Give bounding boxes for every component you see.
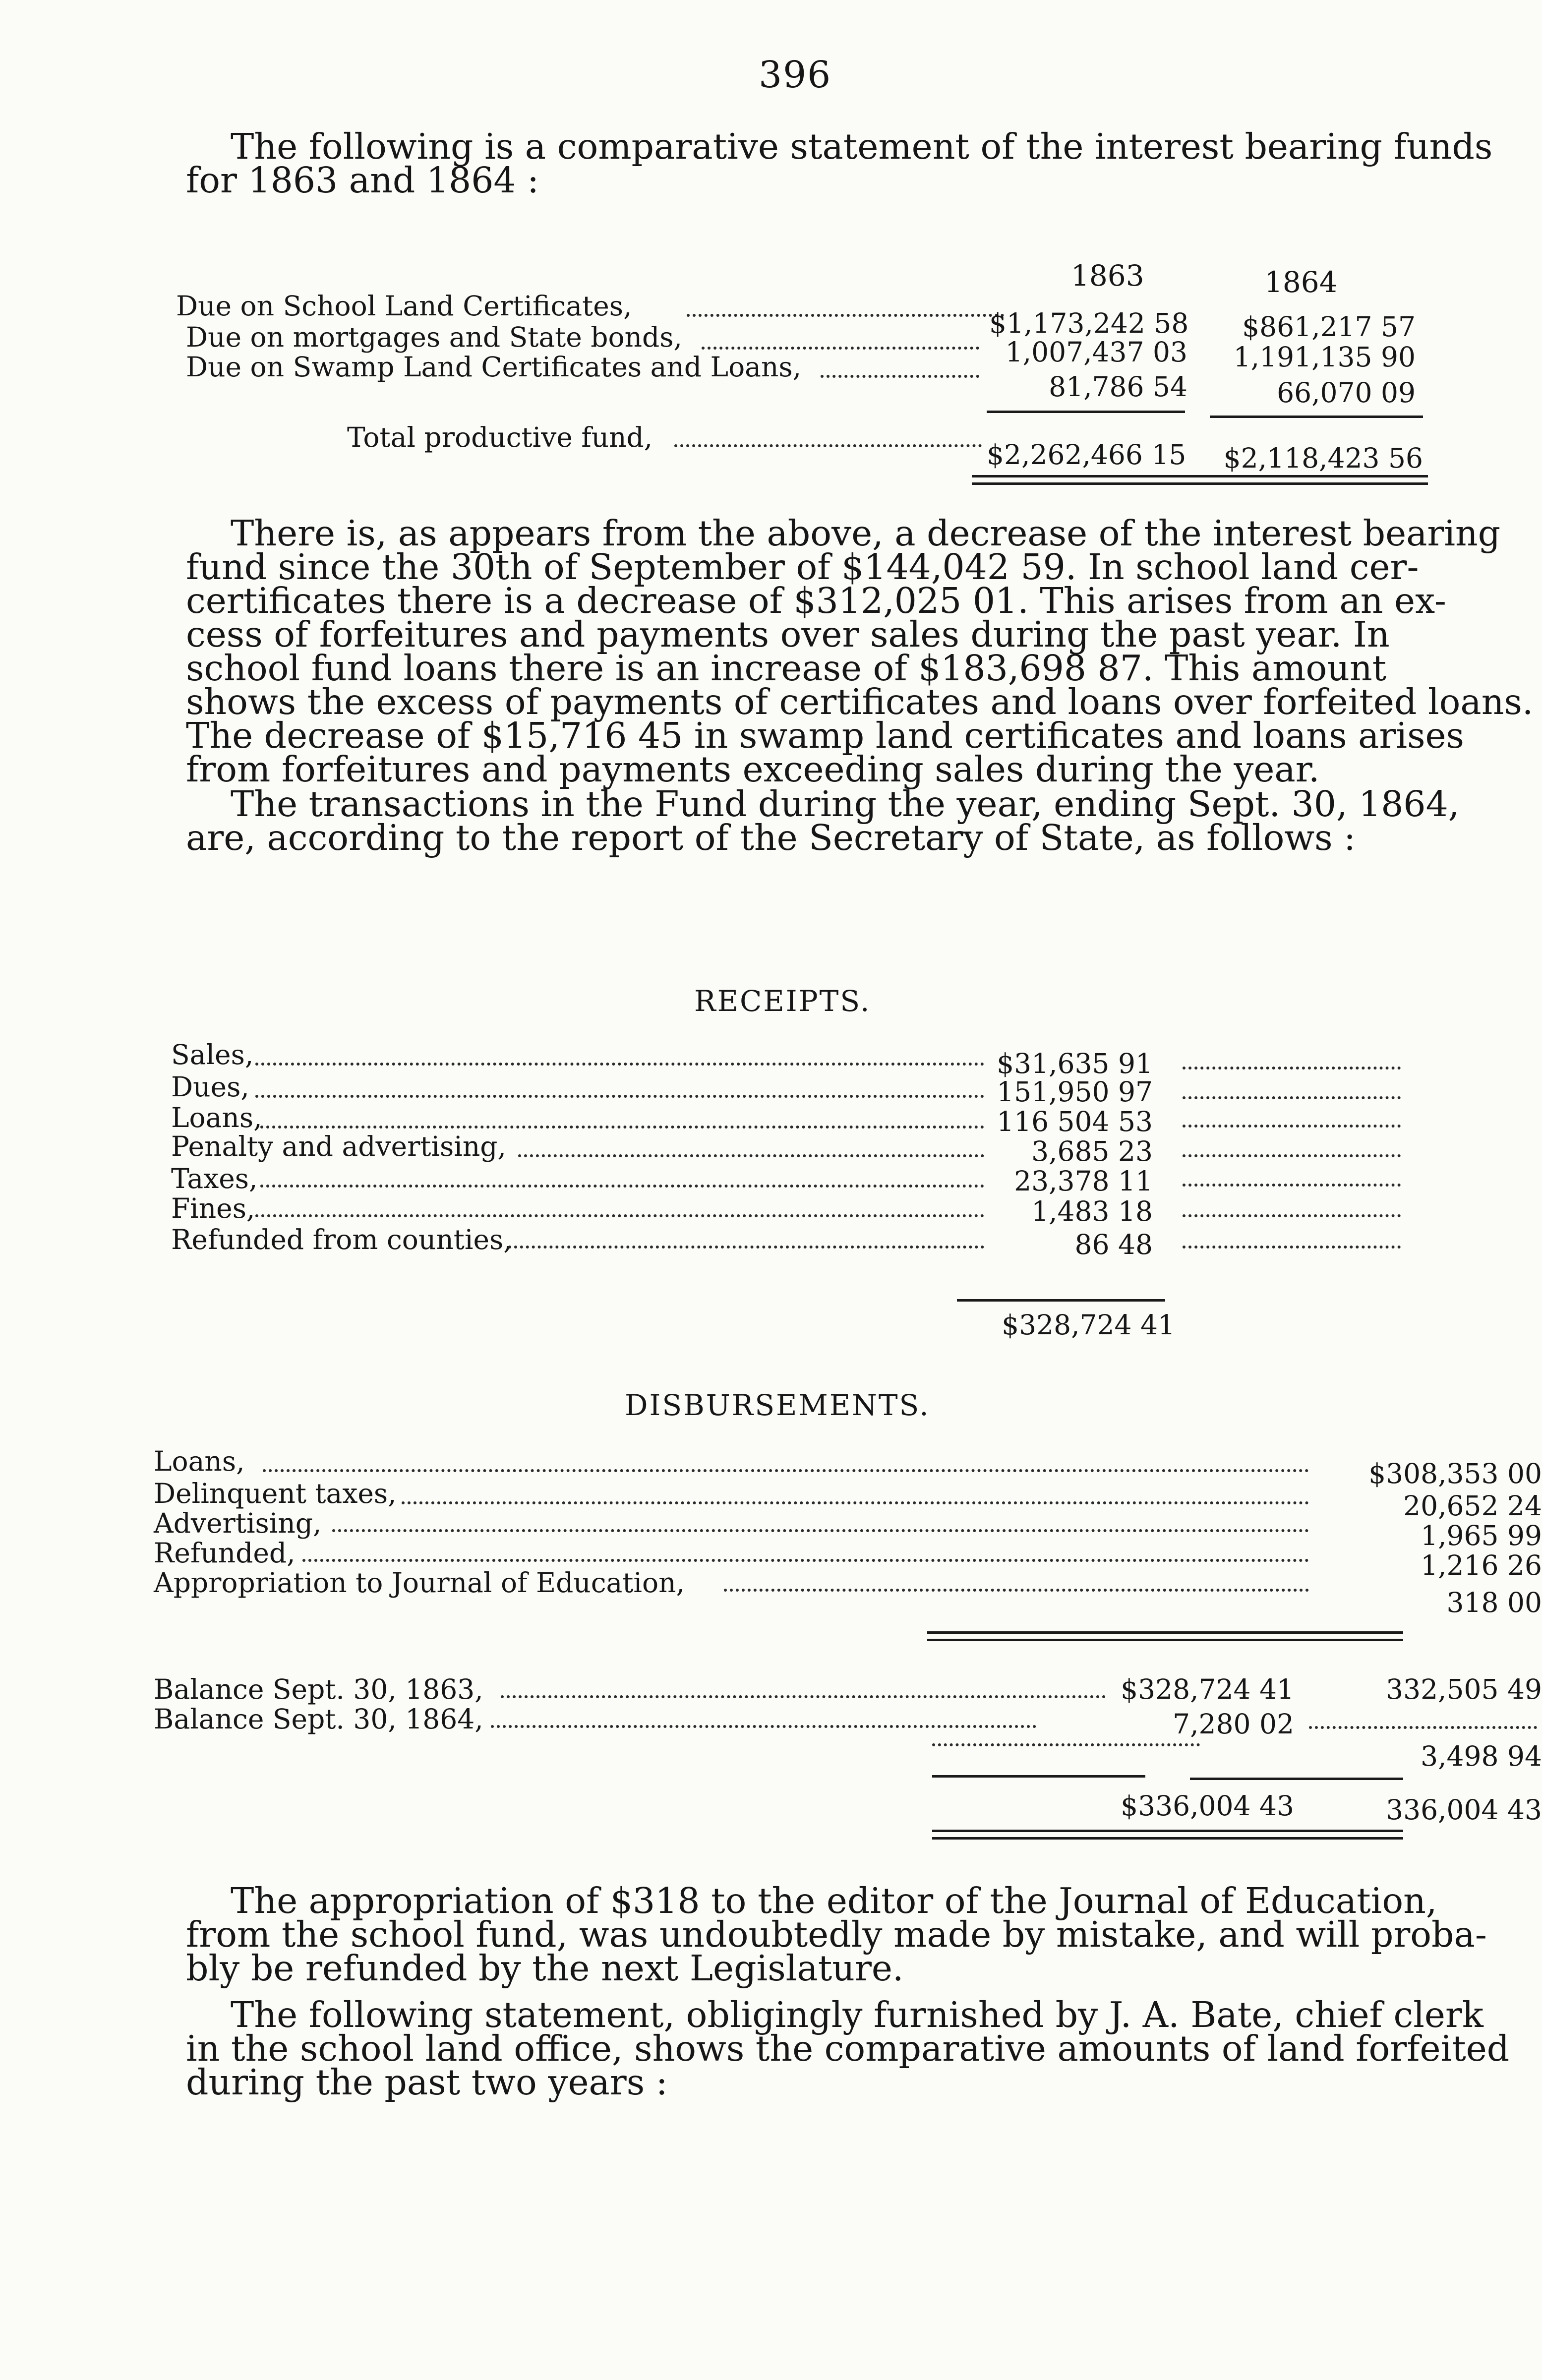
text-line: The following statement, obligingly furnished by J. A. Bate, chief clerk (231, 1994, 1483, 2035)
row-label: Advertising, (154, 1507, 322, 1539)
leader-dots (255, 1092, 984, 1098)
leader-dots (332, 1526, 1309, 1532)
row-label: Due on Swamp Land Certificates and Loans, (186, 351, 802, 383)
row-label: Sales, (171, 1039, 254, 1071)
forfeited-land-paragraph (186, 1994, 1510, 2103)
leader-dots (1183, 1181, 1401, 1187)
leader-dots (260, 1182, 984, 1188)
leader-dots (1183, 1122, 1401, 1128)
leader-dots (1183, 1093, 1401, 1099)
text-line: The following is a comparative statement of the interest bearing funds (231, 126, 1493, 167)
row-label: Loans, (154, 1445, 245, 1477)
amount-1863: 81,786 54 (1049, 371, 1187, 403)
text-line: during the past two years : (186, 2062, 668, 2103)
row-label: Appropriation to Journal of Education, (154, 1567, 685, 1599)
intro-paragraph (186, 126, 1493, 201)
text-line: school fund loans there is an increase of $183,698 87. This amount (186, 648, 1387, 689)
text-line: are, according to the report of the Secretary of State, as follows : (186, 817, 1356, 858)
leader-dots (687, 311, 1004, 317)
row-label: Fines, (171, 1192, 255, 1224)
transactions-paragraph (186, 783, 1460, 858)
text-line: The appropriation of $318 to the editor of the Journal of Education, (231, 1880, 1437, 1921)
text-line: bly be refunded by the next Legislature. (186, 1948, 904, 1989)
leader-dots (302, 1556, 1309, 1562)
total-double-rule (932, 1830, 1403, 1840)
leader-dots (674, 441, 982, 447)
text-line: certificates there is a decrease of $312,025 01. This arises from an ex- (186, 580, 1446, 621)
text-line: There is, as appears from the above, a decrease of the interest bearing (231, 513, 1501, 554)
total-1864: $2,118,423 56 (1223, 442, 1423, 474)
total-label: Total productive fund, (347, 421, 653, 453)
row-label: Dues, (171, 1071, 249, 1103)
amount: $31,635 91 (997, 1048, 1153, 1079)
leader-dots (263, 1466, 1309, 1472)
column-header-1864: 1864 (1264, 265, 1338, 299)
total-double-rule (972, 475, 1428, 485)
grand-total-left: $336,004 43 (1121, 1790, 1294, 1822)
grand-total-right: 336,004 43 (1386, 1794, 1542, 1826)
amount-left: 7,280 02 (1173, 1708, 1294, 1740)
row-label: Refunded, (154, 1537, 296, 1569)
leader-dots (255, 1060, 984, 1066)
text-line: from forfeitures and payments exceeding sales during the year. (186, 749, 1320, 790)
subtotal-rule (932, 1775, 1145, 1778)
appropriation-paragraph (186, 1880, 1487, 1989)
leader-dots (724, 1586, 1309, 1592)
leader-dots (508, 1243, 984, 1249)
amount: 86 48 (1074, 1229, 1153, 1260)
amount-1863: $1,173,242 58 (989, 307, 1189, 339)
amount: 1,216 26 (1421, 1549, 1542, 1581)
amount: 20,652 24 (1403, 1490, 1542, 1522)
amount-right: 332,505 49 (1386, 1673, 1542, 1705)
amount-left: $328,724 41 (1121, 1673, 1294, 1705)
leader-dots (1183, 1243, 1401, 1249)
leader-dots (1183, 1064, 1401, 1070)
leader-dots (260, 1123, 984, 1129)
row-label: Balance Sept. 30, 1864, (154, 1703, 483, 1735)
text-line: in the school land office, shows the comparative amounts of land forfeited (186, 2028, 1510, 2069)
text-line: The decrease of $15,716 45 in swamp land certificates and loans arises (186, 715, 1464, 756)
subtotal-double-rule (927, 1631, 1403, 1641)
amount-1864: 66,070 09 (1277, 377, 1416, 409)
subtotal-rule (987, 411, 1185, 413)
leader-dots (518, 1151, 984, 1157)
amount-right: 3,498 94 (1421, 1740, 1542, 1772)
amount: $308,353 00 (1368, 1458, 1542, 1489)
row-label: Due on School Land Certificates, (176, 290, 632, 322)
page-number: 396 (759, 54, 832, 96)
disbursements-heading: DISBURSEMENTS. (625, 1388, 930, 1422)
amount-1864: $861,217 57 (1242, 311, 1416, 343)
row-label: Balance Sept. 30, 1863, (154, 1673, 483, 1705)
text-line: for 1863 and 1864 : (186, 160, 539, 201)
subtotal-rule (957, 1299, 1165, 1302)
decrease-paragraph (186, 513, 1534, 790)
leader-dots (932, 1740, 1200, 1746)
row-label: Refunded from counties, (171, 1224, 512, 1255)
row-label: Delinquent taxes, (154, 1478, 397, 1509)
text-line: from the school fund, was undoubtedly made by mistake, and will proba- (186, 1914, 1487, 1955)
text-line: fund since the 30th of September of $144,042 59. In school land cer- (186, 546, 1419, 588)
leader-dots (1309, 1723, 1537, 1729)
amount: 116 504 53 (997, 1106, 1153, 1137)
leader-dots (702, 344, 979, 350)
amount-1863: 1,007,437 03 (1005, 336, 1187, 368)
row-label: Loans, (171, 1102, 262, 1133)
text-line: cess of forfeitures and payments over sales during the past year. In (186, 614, 1390, 655)
amount-1864: 1,191,135 90 (1233, 341, 1416, 373)
subtotal-rule (1190, 1778, 1403, 1780)
leader-dots (821, 372, 979, 378)
amount: 1,483 18 (1031, 1195, 1153, 1227)
column-header-1863: 1863 (1071, 259, 1144, 293)
receipts-total: $328,724 41 (1002, 1309, 1175, 1341)
text-line: The transactions in the Fund during the year, ending Sept. 30, 1864, (231, 783, 1460, 825)
row-label: Penalty and advertising, (171, 1130, 506, 1162)
leader-dots (1183, 1211, 1401, 1217)
leader-dots (255, 1211, 984, 1217)
amount: 23,378 11 (1014, 1165, 1153, 1197)
amount: 318 00 (1446, 1587, 1542, 1618)
receipts-heading: RECEIPTS. (694, 984, 871, 1018)
row-label: Due on mortgages and State bonds, (186, 321, 682, 353)
amount: 1,965 99 (1421, 1520, 1542, 1551)
amount: 151,950 97 (997, 1076, 1153, 1108)
total-1863: $2,262,466 15 (987, 439, 1186, 471)
leader-dots (402, 1498, 1309, 1504)
amount: 3,685 23 (1031, 1135, 1153, 1167)
row-label: Taxes, (171, 1163, 258, 1194)
text-line: shows the excess of payments of certificates and loans over forfeited loans. (186, 681, 1534, 722)
leader-dots (1183, 1151, 1401, 1157)
subtotal-rule (1210, 416, 1423, 418)
